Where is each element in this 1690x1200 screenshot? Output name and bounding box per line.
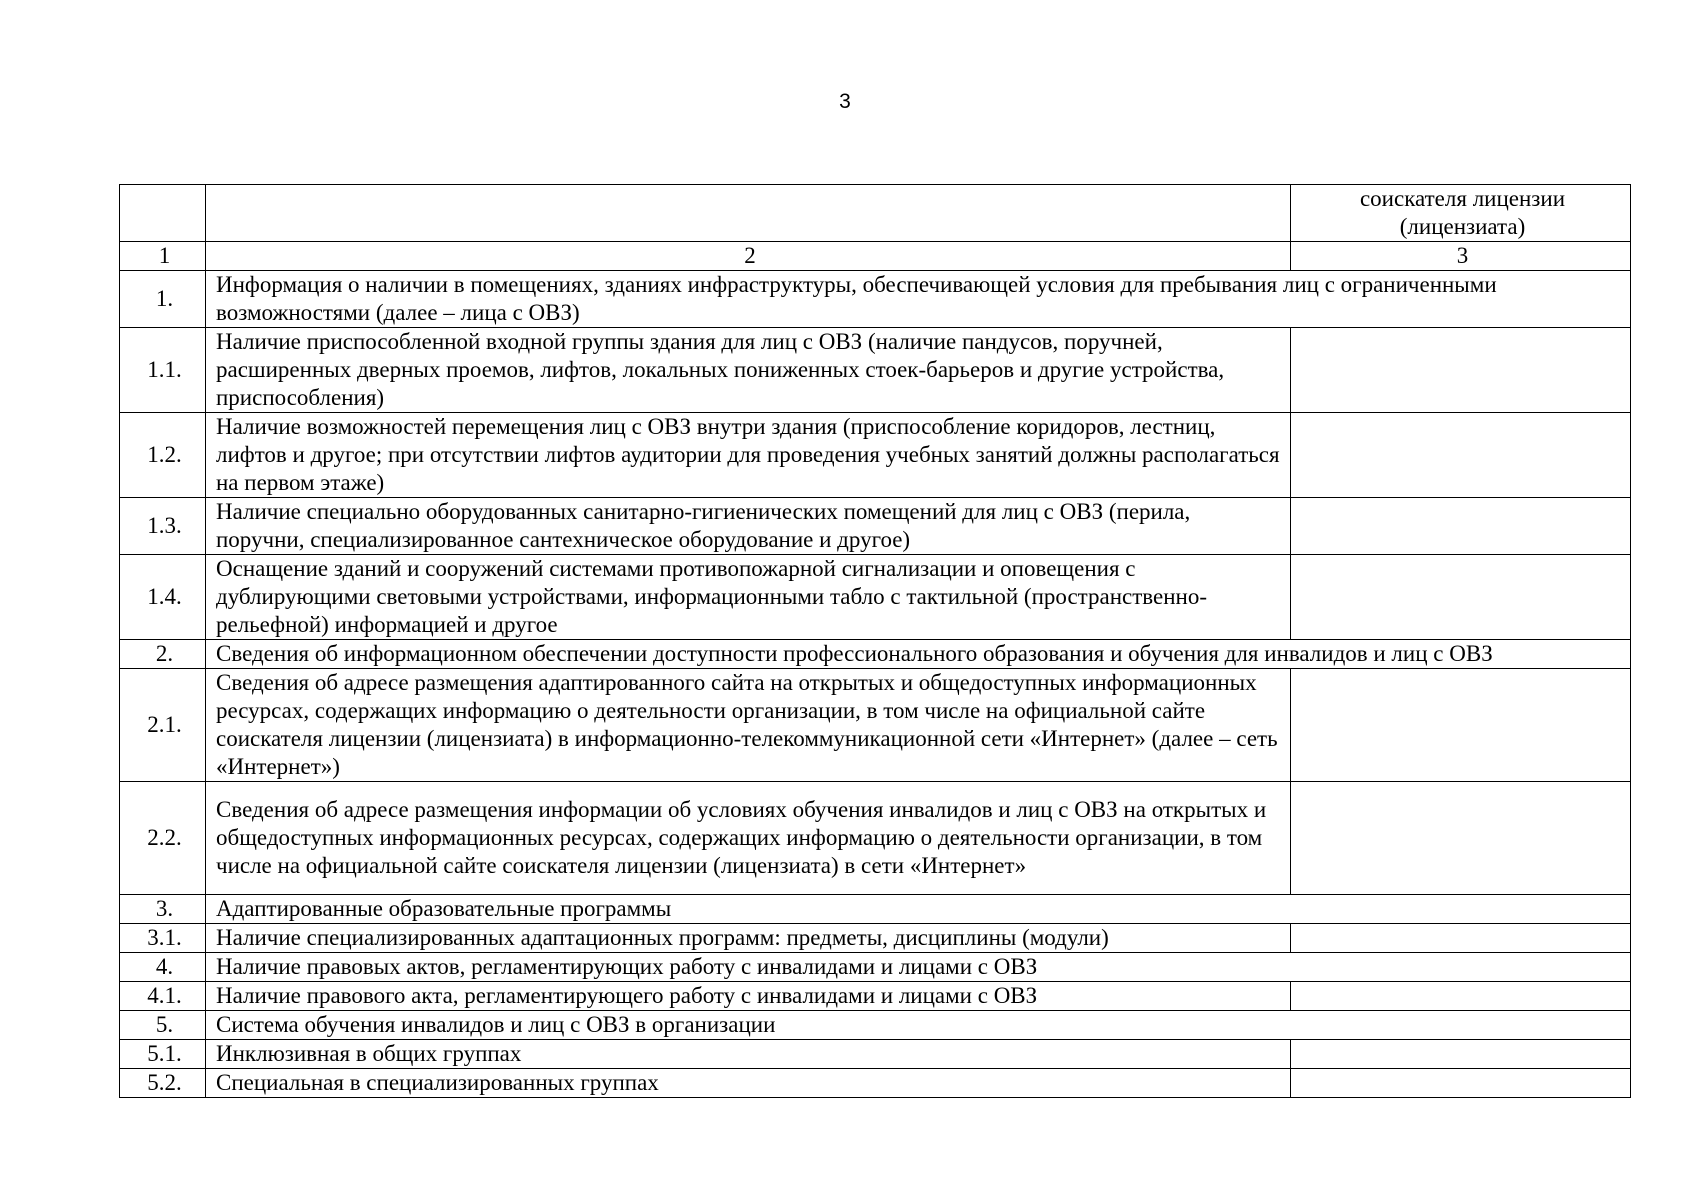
table-body — [120, 271, 1631, 1098]
row-number: 2. — [120, 640, 206, 669]
table-row — [120, 924, 1631, 953]
requirements-table — [119, 184, 1631, 1098]
row-description: Наличие приспособленной входной группы здания для лиц с ОВЗ (наличие пандусов, поручней, расширенных дверных проемов, лифтов, локальных пониженных стоек-барьеров и другие устройства, приспособления) — [206, 328, 1291, 413]
row-number: 2.1. — [120, 669, 206, 782]
column-number-2: 2 — [206, 242, 1291, 271]
value-cell — [1291, 924, 1631, 953]
value-cell — [1291, 413, 1631, 498]
table-row — [120, 640, 1631, 669]
table-row — [120, 271, 1631, 328]
row-number: 1.3. — [120, 498, 206, 555]
row-description: Наличие возможностей перемещения лиц с ОВЗ внутри здания (приспособление коридоров, лестниц, лифтов и другое; при отсутствии лифтов аудитории для проведения учебных занятий должны располагаться на первом этаже) — [206, 413, 1291, 498]
row-number: 1.1. — [120, 328, 206, 413]
row-number: 2.2. — [120, 782, 206, 895]
table-row — [120, 1069, 1631, 1098]
header-cell-1 — [120, 185, 206, 242]
section-title: Наличие правовых актов, регламентирующих работу с инвалидами и лицами с ОВЗ — [206, 953, 1631, 982]
value-cell — [1291, 1069, 1631, 1098]
row-number: 4. — [120, 953, 206, 982]
row-description: Сведения об адресе размещения адаптированного сайта на открытых и общедоступных информационных ресурсах, содержащих информацию о деятельности организации, в том числе на официальной сайте соискателя лицензии (лицензиата) в информационно-телекоммуникационной сети «Интернет» (далее – сеть «Интернет») — [206, 669, 1291, 782]
header-row — [120, 185, 1631, 242]
value-cell — [1291, 1040, 1631, 1069]
value-cell — [1291, 555, 1631, 640]
row-number: 3. — [120, 895, 206, 924]
table-row — [120, 669, 1631, 782]
row-description: Наличие специализированных адаптационных программ: предметы, дисциплины (модули) — [206, 924, 1291, 953]
section-title: Адаптированные образовательные программы — [206, 895, 1631, 924]
page-number: 3 — [839, 90, 851, 113]
section-title: Информация о наличии в помещениях, зданиях инфраструктуры, обеспечивающей условия для пребывания лиц с ограниченными возможностями (далее – лица с ОВЗ) — [206, 271, 1631, 328]
header-cell-2 — [206, 185, 1291, 242]
row-number: 1. — [120, 271, 206, 328]
table-row — [120, 895, 1631, 924]
value-cell — [1291, 782, 1631, 895]
table-row — [120, 1011, 1631, 1040]
table-row — [120, 982, 1631, 1011]
section-title: Сведения об информационном обеспечении доступности профессионального образования и обучения для инвалидов и лиц с ОВЗ — [206, 640, 1631, 669]
table-row — [120, 953, 1631, 982]
row-number: 3.1. — [120, 924, 206, 953]
row-description: Специальная в специализированных группах — [206, 1069, 1291, 1098]
header-cell-3: соискателя лицензии (лицензиата) — [1291, 185, 1631, 242]
value-cell — [1291, 982, 1631, 1011]
row-description: Оснащение зданий и сооружений системами противопожарной сигнализации и оповещения с дублирующими световыми устройствами, информационными табло с тактильной (пространственно-рельефной) информацией и другое — [206, 555, 1291, 640]
row-number: 1.2. — [120, 413, 206, 498]
row-number: 5.1. — [120, 1040, 206, 1069]
row-number: 5.2. — [120, 1069, 206, 1098]
column-number-3: 3 — [1291, 242, 1631, 271]
row-description: Сведения об адресе размещения информации об условиях обучения инвалидов и лиц с ОВЗ на открытых и общедоступных информационных ресурсах, содержащих информацию о деятельности организации, в том числе на официальной сайте соискателя лицензии (лицензиата) в сети «Интернет» — [206, 782, 1291, 895]
row-number: 5. — [120, 1011, 206, 1040]
table-row — [120, 782, 1631, 895]
table-row — [120, 413, 1631, 498]
table-row — [120, 498, 1631, 555]
value-cell — [1291, 498, 1631, 555]
row-description: Наличие специально оборудованных санитарно-гигиенических помещений для лиц с ОВЗ (перила, поручни, специализированное сантехническое оборудование и другое) — [206, 498, 1291, 555]
row-description: Инклюзивная в общих группах — [206, 1040, 1291, 1069]
value-cell — [1291, 328, 1631, 413]
column-number-1: 1 — [120, 242, 206, 271]
section-title: Система обучения инвалидов и лиц с ОВЗ в организации — [206, 1011, 1631, 1040]
row-number: 1.4. — [120, 555, 206, 640]
row-number: 4.1. — [120, 982, 206, 1011]
column-number-row — [120, 242, 1631, 271]
table-row — [120, 555, 1631, 640]
value-cell — [1291, 669, 1631, 782]
row-description: Наличие правового акта, регламентирующего работу с инвалидами и лицами с ОВЗ — [206, 982, 1291, 1011]
table-row — [120, 1040, 1631, 1069]
table-row — [120, 328, 1631, 413]
